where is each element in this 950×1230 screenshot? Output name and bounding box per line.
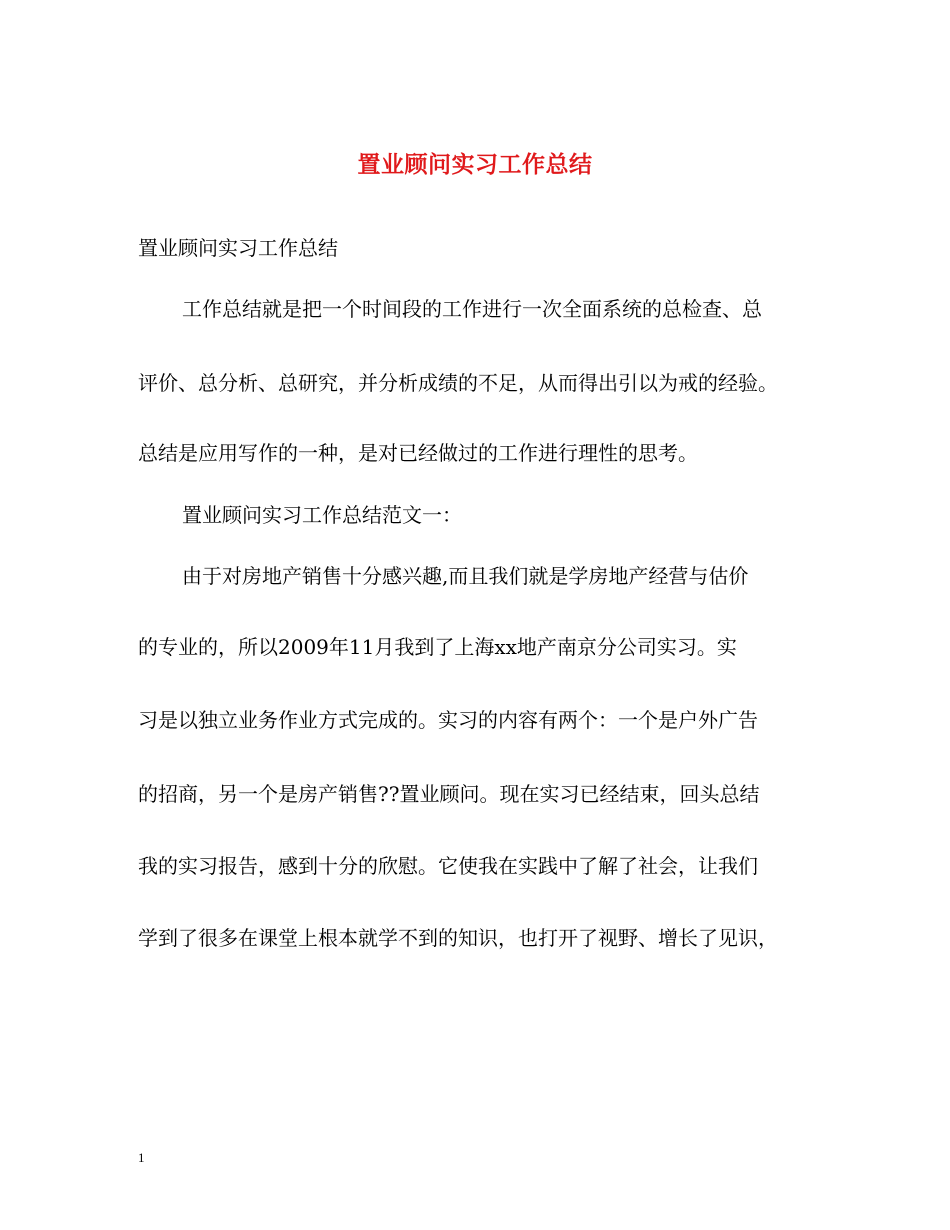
paragraph-line: 工作总结就是把一个时间段的工作进行一次全面系统的总检查、总 xyxy=(182,297,762,321)
section-heading: 置业顾问实习工作总结范文一： xyxy=(182,503,462,527)
paragraph-line: 我的实习报告，感到十分的欣慰。它使我在实践中了解了社会，让我们 xyxy=(138,854,758,878)
document-subtitle: 置业顾问实习工作总结 xyxy=(138,236,338,260)
paragraph-line: 学到了很多在课堂上根本就学不到的知识，也打开了视野、增长了见识， xyxy=(138,926,778,950)
paragraph-line: 评价、总分析、总研究，并分析成绩的不足，从而得出引以为戒的经验。 xyxy=(138,371,778,395)
paragraph-line: 的招商，另一个是房产销售??置业顾问。现在实习已经结束，回头总结 xyxy=(138,782,760,806)
paragraph-line: 的专业的，所以2009年11月我到了上海xx地产南京分公司实习。实 xyxy=(138,635,737,659)
paragraph-line: 由于对房地产销售十分感兴趣,而且我们就是学房地产经营与估价 xyxy=(182,564,749,588)
document-title: 置业顾问实习工作总结 xyxy=(357,151,593,178)
paragraph-line: 习是以独立业务作业方式完成的。实习的内容有两个：一个是户外广告 xyxy=(138,708,758,732)
page-number: 1 xyxy=(138,1150,145,1165)
paragraph-line: 总结是应用写作的一种，是对已经做过的工作进行理性的思考。 xyxy=(138,441,698,465)
